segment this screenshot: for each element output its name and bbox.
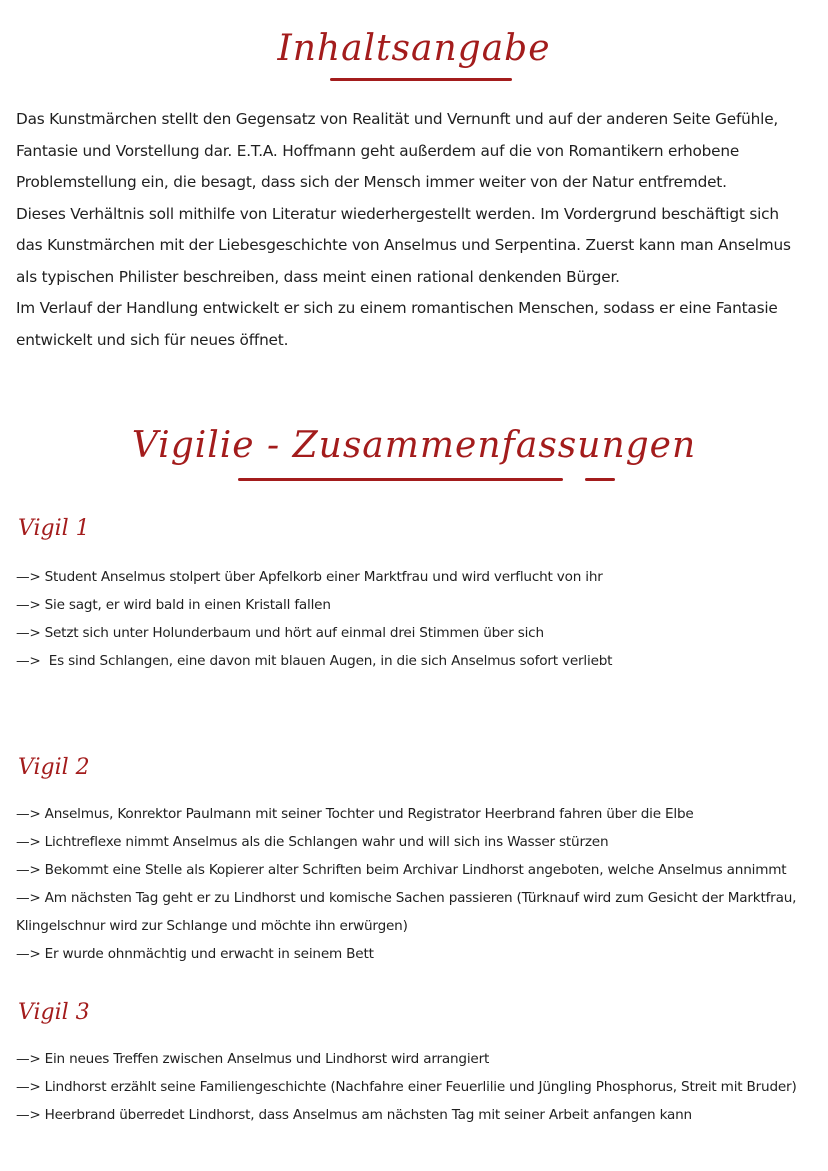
inhalt-text (16, 104, 806, 356)
vigil-2-list (16, 800, 816, 968)
list-item-text: Er wurde ohnmächtig und erwacht in seinem Bett (44, 946, 374, 962)
vigil-3-list (16, 1045, 816, 1129)
list-item (16, 856, 816, 884)
list-item-text: Student Anselmus stolpert über Apfelkorb einer Marktfrau und wird verflucht von ihr (44, 569, 603, 585)
list-item (16, 591, 816, 619)
vigilien-title-underline (238, 478, 563, 481)
inhalt-paragraph: Dieses Verhältnis soll mithilfe von Literatur wiederhergestellt werden. Im Vordergrund beschäftigt sich das Kunstmärchen mit der Liebesgeschichte von Anselmus und Serpentina. Zuerst kann man Anselmus als typischen Philister beschreiben, dass meint einen rational denkenden Bürger. (16, 204, 791, 286)
list-item-text: Es sind Schlangen, eine davon mit blauen Augen, in die sich Anselmus sofort verliebt (44, 653, 613, 669)
arrow-icon: —> (16, 625, 41, 641)
list-item-text: Heerbrand überredet Lindhorst, dass Anselmus am nächsten Tag mit seiner Arbeit anfangen kann (44, 1107, 692, 1123)
arrow-icon: —> (16, 834, 41, 850)
arrow-icon: —> (16, 1051, 41, 1067)
vigil-1-heading: Vigil 1 (18, 516, 90, 541)
list-item-text: Bekommt eine Stelle als Kopierer alter Schriften beim Archivar Lindhorst angeboten, welche Anselmus annimmt (44, 862, 787, 878)
list-item-text: Am nächsten Tag geht er zu Lindhorst und komische Sachen passieren (Türknauf wird zum Gesicht der Marktfrau, Klingelschnur wird zur Schlange und möchte ihn erwürgen) (16, 890, 797, 934)
list-item (16, 1073, 816, 1101)
list-item-text: Sie sagt, er wird bald in einen Kristall fallen (44, 597, 331, 613)
list-item (16, 828, 816, 856)
vigil-3-heading: Vigil 3 (18, 1000, 90, 1025)
vigil-2-heading: Vigil 2 (18, 755, 90, 780)
inhalt-title: Inhaltsangabe (277, 28, 551, 69)
list-item (16, 1101, 816, 1129)
arrow-icon: —> (16, 946, 41, 962)
list-item (16, 884, 816, 940)
inhalt-paragraph: Das Kunstmärchen stellt den Gegensatz von Realität und Vernunft und auf der anderen Seite Gefühle, Fantasie und Vorstellung dar. E.T.A. Hoffmann geht außerdem auf die von Romantikern erhobene Problemstellung ein, die besagt, dass sich der Mensch immer weiter von der Natur entfremdet. (16, 110, 779, 191)
list-item (16, 619, 816, 647)
arrow-icon: —> (16, 1079, 41, 1095)
list-item-text: Lichtreflexe nimmt Anselmus als die Schlangen wahr und will sich ins Wasser stürzen (44, 834, 609, 850)
arrow-icon: —> (16, 890, 41, 906)
vigilien-title-underline-tail (585, 478, 615, 481)
list-item-text: Ein neues Treffen zwischen Anselmus und Lindhorst wird arrangiert (44, 1051, 490, 1067)
arrow-icon: —> (16, 1107, 41, 1123)
arrow-icon: —> (16, 806, 41, 822)
arrow-icon: —> (16, 597, 41, 613)
arrow-icon: —> (16, 653, 41, 669)
inhalt-title-underline (330, 78, 512, 81)
arrow-icon: —> (16, 862, 41, 878)
list-item (16, 940, 816, 968)
list-item (16, 800, 816, 828)
list-item-text: Lindhorst erzählt seine Familiengeschichte (Nachfahre einer Feuerlilie und Jüngling Phosphorus, Streit mit Bruder) (44, 1079, 797, 1095)
list-item-text: Setzt sich unter Holunderbaum und hört auf einmal drei Stimmen über sich (44, 625, 544, 641)
inhalt-paragraph: Im Verlauf der Handlung entwickelt er sich zu einem romantischen Menschen, sodass er eine Fantasie entwickelt und sich für neues öffnet. (16, 299, 778, 349)
vigilien-title: Vigilie - Zusammenfassungen (131, 425, 697, 466)
arrow-icon: —> (16, 569, 41, 585)
list-item (16, 563, 816, 591)
vigil-1-list (16, 563, 816, 675)
list-item (16, 647, 816, 675)
list-item (16, 1045, 816, 1073)
list-item-text: Anselmus, Konrektor Paulmann mit seiner Tochter und Registrator Heerbrand fahren über die Elbe (44, 806, 694, 822)
